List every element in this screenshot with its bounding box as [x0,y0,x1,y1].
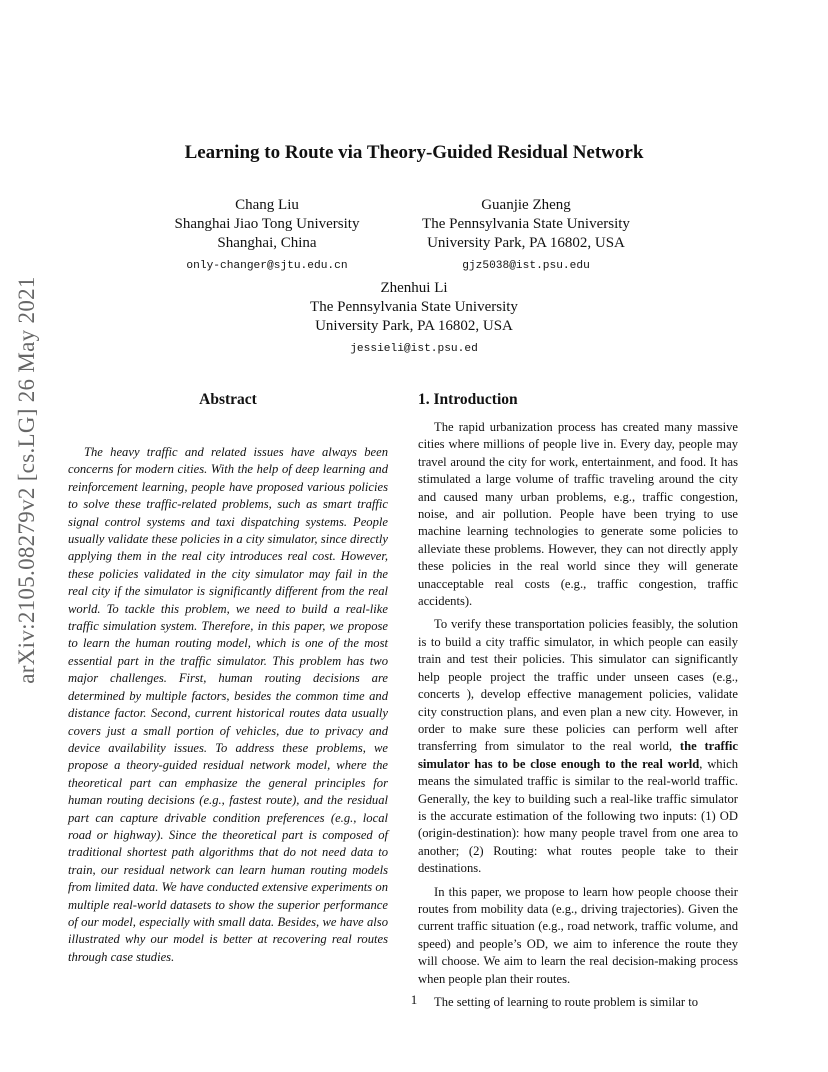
author-email[interactable]: only-changer@sjtu.edu.cn [186,260,348,272]
abstract-body [68,444,388,972]
author-name: Chang Liu [235,197,299,213]
intro-paragraph-4: The setting of learning to route problem is similar to [434,995,699,1009]
author-name: Zhenhui Li [380,280,448,296]
author-email[interactable]: jessieli@ist.psu.ed [350,343,478,355]
author-block-1 [157,196,377,276]
paper-title: Learning to Route via Theory-Guided Residual Network [184,142,644,163]
author-affiliation: Shanghai Jiao Tong University [174,216,360,232]
author-location: University Park, PA 16802, USA [427,235,625,251]
intro-p2-emphasis: the traffic simulator has to be close enough to the real world [418,739,739,771]
intro-p2-text-end: , which means the simulated traffic is similar to the real-world traffic. Generally, the key to building such a real-like traffic simulator is the accurate estimation of the following two inputs: (1) OD (origin-destination): how many people travel from one area to another; (2) Routing: what routes people take to their destinations. [418,756,738,876]
author-affiliation: The Pennsylvania State University [422,216,630,232]
intro-p2-text: To verify these transportation policies feasibly, the solution is to build a city traffic simulator, in which people can easily train and test their policies. This simulator can significantly help people project the traffic under unseen cases (e.g., concerts ), develop effective management policies, validate city construction plans, and even plan a new city. However, in order to make sure these policies can perform well after transferring from simulator to the real world, [418,617,738,754]
author-email[interactable]: gjz5038@ist.psu.edu [462,260,590,272]
abstract-heading: Abstract [199,391,257,408]
page-number: 1 [410,992,418,1007]
abstract-text: The heavy traffic and related issues have always been concerns for modern cities. With the help of deep learning and reinforcement learning, people have proposed various policies to solve these traffic-related problems, such as smart traffic signal control systems and taxi dispatching systems. People usually validate these policies in a city simulator, since directly applying them in the real city introduces real cost. However, these policies validated in the city simulator may fail in the real city if the simulator is significantly different from the real world. To tackle this problem, we need to build a real-like traffic simulation system. Therefore, in this paper, we propose to learn the human routing model, which is one of the most essential part in the traffic simulator. This problem has two major challenges. First, human routing decisions are determined by multiple factors, besides the common time and distance factor. Second, current historical routes data usually covers just a small portion of vehicles, due to privacy and device availability issues. To address these problems, we propose a theory-guided residual network model, where the theoretical part can emphasize the general principles for human routing decisions (e.g., fastest route), and the residual part can capture drivable condition preferences (e.g., local road or highway). Since the theoretical part is composed of traditional shortest path algorithms that do not need data to train, our residual network can learn human routing models from limited data. We have conducted extensive experiments on multiple real-world datasets to show the superior performance of our model, especially with small data. Besides, we have also illustrated why our model is better at recovering real routes through case studies. [68,445,388,964]
arxiv-identifier: arXiv:2105.08279v2 [cs.LG] 26 May 2021 [14,276,39,684]
author-location: Shanghai, China [217,235,317,251]
author-affiliation: The Pennsylvania State University [310,299,518,315]
author-block-3 [264,279,564,359]
author-block-2 [402,196,650,276]
introduction-body [418,419,738,1017]
introduction-heading: 1. Introduction [418,391,518,408]
intro-paragraph-1: The rapid urbanization process has created many massive cities where millions of people live in. Every day, people may travel around the city for work, entertainment, and food. It has stimulated a large volume of traffic traveling around the city and caused many urban problems, e.g., traffic congestion, noise, and air pollution. People have been trying to use machine learning technologies to generate some policies to alleviate these problems. However, they can not directly apply these policies in the real world since they will generate unacceptable real costs (e.g., traffic congestion, traffic accidents). [418,420,738,609]
author-location: University Park, PA 16802, USA [315,318,513,334]
author-name: Guanjie Zheng [481,197,571,213]
intro-paragraph-2 [418,616,738,877]
intro-paragraph-3: In this paper, we propose to learn how people choose their routes from mobility data (e.g., driving trajectories). Given the current traffic situation (e.g., road network, traffic volume, and speed) and people’s OD, we aim to inference the route they will choose. We aim to learn the real decision-making process when people plan their routes. [418,884,738,986]
